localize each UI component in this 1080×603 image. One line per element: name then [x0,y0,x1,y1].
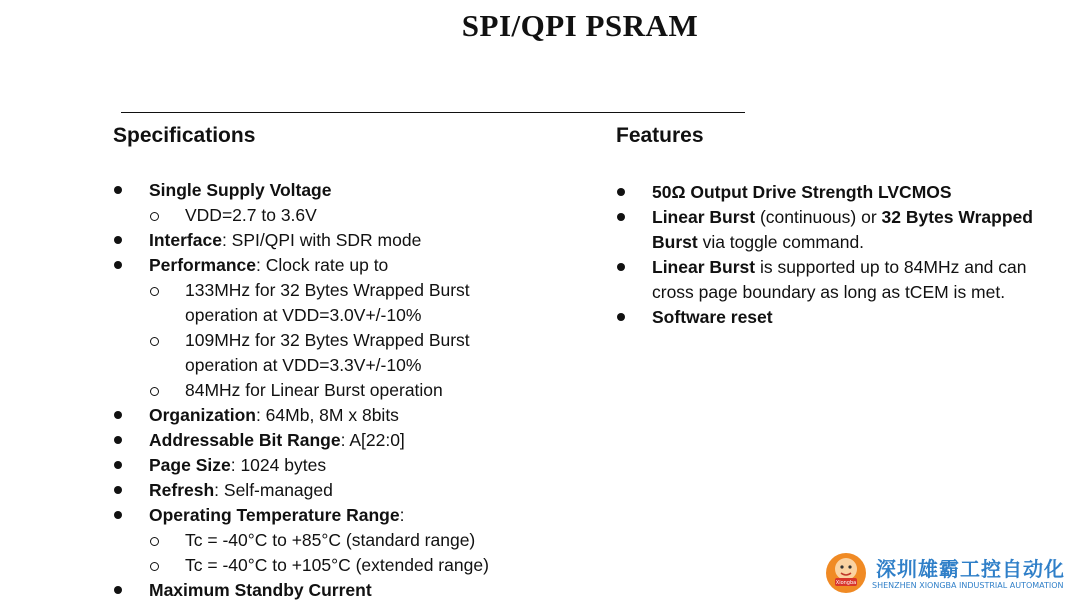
features-list [613,180,1053,330]
bullet-icon [617,313,625,321]
bullet-icon [114,461,122,469]
spec-subitem-text: 84MHz for Linear Burst operation [185,380,443,400]
hollow-bullet-icon [150,387,159,396]
spec-subitem-text: 133MHz for 32 Bytes Wrapped Burst operation at VDD=3.0V+/-10% [185,280,470,325]
feature-text: (continuous) or [755,207,882,227]
spec-subitem [149,203,533,228]
spec-label: Maximum Standby Current [149,580,372,600]
spec-subitem [149,378,533,403]
spec-label: Addressable Bit Range [149,430,341,450]
specifications-list [113,178,533,603]
spec-label: Page Size [149,455,231,475]
spec-item [113,403,533,428]
bullet-icon [114,511,122,519]
document-title: SPI/QPI PSRAM [461,8,699,43]
spec-label: Operating Temperature Range [149,505,400,525]
spec-sublist [149,278,533,403]
spec-value: : A[22:0] [340,430,405,450]
hollow-bullet-icon [150,537,159,546]
feature-text: Linear Burst [652,257,756,277]
feature-item [613,255,1053,305]
spec-label: Performance [149,255,256,275]
bullet-icon [617,263,625,271]
spec-label: Single Supply Voltage [149,180,332,200]
bullet-icon [617,213,625,221]
hollow-bullet-icon [150,337,159,346]
mascot-logo-icon [824,551,868,595]
logo-badge-text: Xiongba [835,580,857,586]
spec-item [113,578,533,603]
horizontal-rule [121,112,745,113]
spec-subitem-text: VDD=2.7 to 3.6V [185,205,317,225]
spec-value: : Clock rate up to [256,255,389,275]
bullet-icon [114,486,122,494]
feature-item [613,305,1053,330]
spec-value: : SPI/QPI with SDR mode [221,230,422,250]
feature-item [613,180,1053,205]
feature-text: 32 Bytes Wrapped Burst [652,207,1033,252]
bullet-icon [617,188,625,196]
spec-value: : 64Mb, 8M x 8bits [255,405,399,425]
spec-item [113,228,533,253]
spec-item [113,178,533,228]
spec-sublist [149,203,533,228]
bullet-icon [114,586,122,594]
bullet-icon [114,261,122,269]
spec-item [113,253,533,403]
spec-sublist [149,528,533,578]
spec-item [113,453,533,478]
feature-item [613,205,1053,255]
spec-subitem [149,528,533,553]
spec-subitem-text: Tc = -40°C to +85°C (standard range) [185,530,476,550]
feature-text: Linear Burst [652,207,756,227]
bullet-icon [114,236,122,244]
company-watermark [824,551,1074,597]
specifications-heading: Specifications [113,124,256,147]
spec-label: Organization [149,405,256,425]
feature-text: via toggle command. [697,232,865,252]
spec-subitem [149,278,533,328]
hollow-bullet-icon [150,212,159,221]
bullet-icon [114,411,122,419]
bullet-icon [114,186,122,194]
spec-subitem-text: Tc = -40°C to +105°C (extended range) [185,555,489,575]
spec-label: Refresh [149,480,215,500]
feature-text: Software reset [652,307,773,327]
spec-item [113,428,533,453]
hollow-bullet-icon [150,287,159,296]
watermark-chinese: 深圳雄霸工控自动化 [876,557,1065,581]
hollow-bullet-icon [150,562,159,571]
spec-label: Interface [149,230,222,250]
feature-text: 50Ω Output Drive Strength LVCMOS [652,182,952,202]
spec-subitem [149,328,533,378]
features-heading: Features [616,124,704,147]
bullet-icon [114,436,122,444]
spec-value: : Self-managed [214,480,333,500]
spec-item [113,478,533,503]
spec-value: : [399,505,405,525]
spec-subitem-text: 109MHz for 32 Bytes Wrapped Burst operation at VDD=3.3V+/-10% [185,330,470,375]
watermark-english: SHENZHEN XIONGBA INDUSTRIAL AUTOMATION [872,581,1064,590]
feature-text: is supported up to 84MHz and can cross page boundary as long as tCEM is met. [652,257,1027,302]
spec-value: : 1024 bytes [230,455,327,475]
spec-subitem [149,553,533,578]
spec-item [113,503,533,578]
